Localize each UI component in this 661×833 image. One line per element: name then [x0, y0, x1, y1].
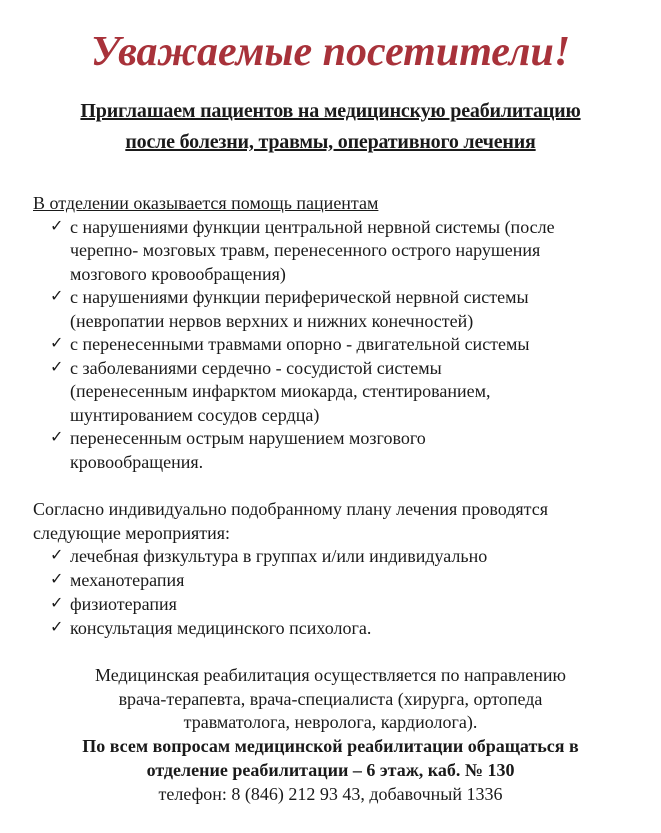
- checkmark-icon: ✓: [50, 335, 64, 352]
- list-item-line: с нарушениями функции периферической нервной системы: [70, 287, 529, 307]
- checkmark-icon: ✓: [50, 288, 64, 305]
- checkmark-icon: ✓: [50, 547, 64, 564]
- list-item-line: с заболеваниями сердечно - сосудистой системы: [70, 357, 442, 378]
- contact-line: отделение реабилитации – 6 этаж, каб. № 130: [146, 759, 515, 780]
- phone-number: телефон: 8 (846) 212 93 43, добавочный 1336: [158, 783, 503, 804]
- list-item-line: перенесенным острым нарушением мозгового: [70, 428, 426, 448]
- list-item: лечебная физкультура в группах и/или индивидуально: [70, 546, 488, 566]
- referral-info-line: Медицинская реабилитация осуществляется по направлению: [95, 665, 566, 685]
- list-item-line: кровообращения.: [70, 451, 204, 472]
- referral-info-line: травматолога, невролога, кардиолога).: [183, 712, 478, 733]
- list-item-line: мозгового кровообращения): [70, 263, 286, 284]
- list-item: консультация медицинского психолога.: [70, 618, 372, 638]
- checkmark-icon: ✓: [50, 429, 64, 446]
- subtitle-line: после болезни, травмы, оперативного лечения: [125, 131, 536, 153]
- list-item-line: черепно- мозговых травм, перенесенного острого нарушения: [70, 240, 541, 260]
- checkmark-icon: ✓: [50, 358, 64, 376]
- list-item: физиотерапия: [70, 594, 177, 614]
- page-title: Уважаемые посетители!: [90, 29, 571, 75]
- contact-line: По всем вопросам медицинской реабилитации обращаться в: [82, 736, 579, 757]
- checkmark-icon: ✓: [50, 595, 64, 612]
- list-item-line: шунтированием сосудов сердца): [70, 404, 320, 425]
- checkmark-icon: ✓: [50, 571, 64, 588]
- subtitle-line: Приглашаем пациентов на медицинскую реабилитацию: [80, 100, 581, 122]
- checkmark-icon: ✓: [50, 619, 64, 636]
- referral-info-line: врача-терапевта, врача-специалиста (хирурга, ортопеда: [118, 688, 543, 709]
- checkmark-icon: ✓: [50, 217, 64, 235]
- list-item-line: с нарушениями функции центральной нервной системы (после: [70, 216, 555, 237]
- section-heading: Согласно индивидуально подобранному плану лечения проводятся: [33, 499, 549, 519]
- list-item-line: (перенесенным инфарктом миокарда, стентированием,: [70, 381, 491, 401]
- list-item: механотерапия: [70, 570, 185, 590]
- section-heading: В отделении оказывается помощь пациентам: [33, 193, 379, 213]
- list-item-line: с перенесенными травмами опорно - двигательной системы: [70, 334, 530, 354]
- section-heading: следующие мероприятия:: [33, 522, 231, 543]
- list-item-line: (невропатии нервов верхних и нижних конечностей): [70, 310, 474, 331]
